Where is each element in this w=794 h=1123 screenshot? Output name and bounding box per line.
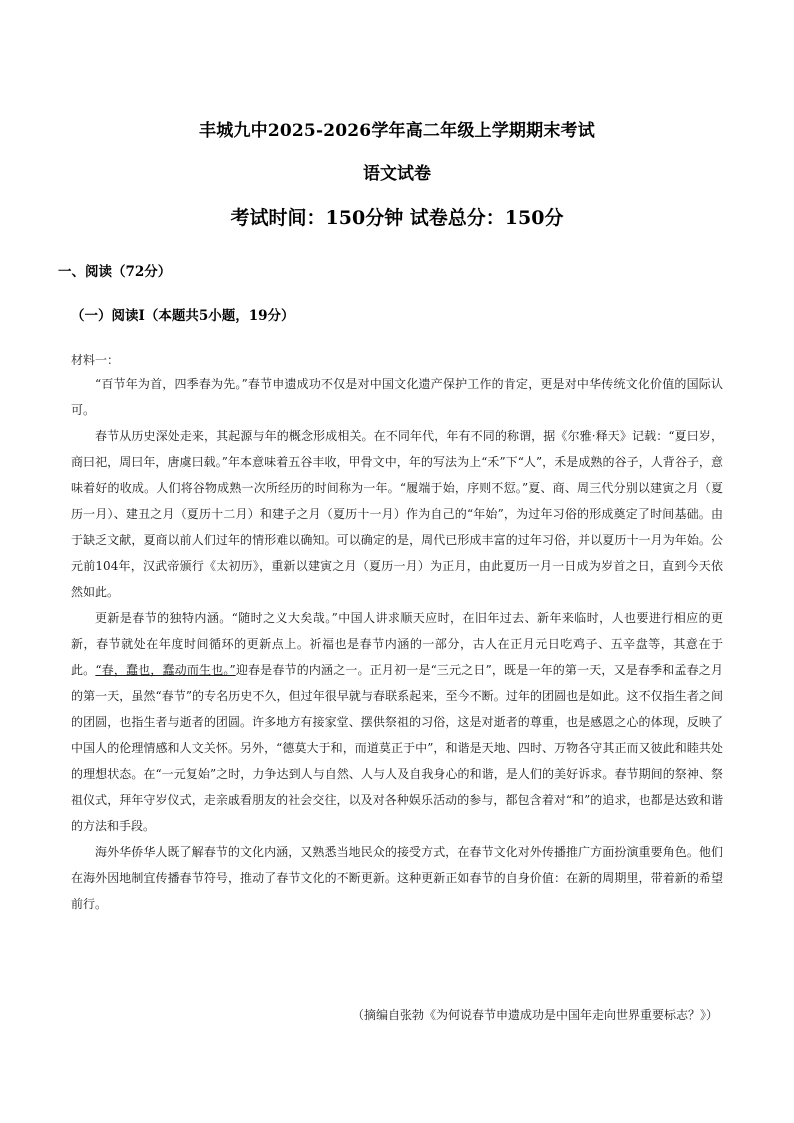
subsection-heading: （一）阅读I（本题共5小题，19分） — [71, 308, 295, 324]
exam-title: 丰城九中2025-2026学年高二年级上学期期末考试 — [199, 121, 595, 141]
paragraph-3 — [71, 605, 723, 839]
exam-info: 考试时间：150分钟 试卷总分：150分 — [230, 207, 564, 229]
material-text — [71, 371, 723, 917]
material-label: 材料一： — [71, 353, 120, 367]
paragraph-3-part-a: 更新是春节的独特内涵。“随时之义大矣哉。”中国人讲求顺天应时，在旧年过去、新年来临时，人也要进行相应的更新，春节就处在年度时间循环的更新点上。祈福也是春节内涵的一部分，古人在正月元日吃鸡子、五辛盘等，其意在于此。 — [71, 611, 723, 677]
paragraph-3-part-b: 迎春是春节的内涵之一。正月初一是“三元之日”，既是一年的第一天，又是春季和孟春之月的第一天，虽然“春节”的专名历史不久，但过年很早就与春联系起来，至今不断。过年的团圆也是如此。这不仅指生者之间的团圆，也指生者与逝者的团圆。许多地方有接家堂、摆供祭祖的习俗，这是对逝者的尊重，也是感恩之心的体现，反映了中国人的伦理情感和人文关怀。另外，“德莫大于和，而道莫正于中”，和谐是天地、四时、万物各守其正而又彼此和睦共处的理想状态。在“一元复始”之时，力争达到人与自然、人与人及自我身心的和谐，是人们的美好诉求。春节期间的祭神、祭祖仪式，拜年守岁仪式，走亲戚看朋友的社会交往，以及对各种娱乐活动的参与，都包含着对“和”的追求，也都是达致和谐的方法和手段。 — [71, 663, 723, 833]
section-heading: 一、阅读（72分） — [58, 264, 172, 280]
paragraph-1: “百节年为首，四季春为先。”春节申遗成功不仅是对中国文化遗产保护工作的肯定，更是对中华传统文化价值的国际认可。 — [71, 377, 723, 417]
paragraph-4: 海外华侨华人既了解春节的文化内涵，又熟悉当地民众的接受方式，在春节文化对外传播推广方面扮演重要角色。他们在海外因地制宜传播春节符号，推动了春节文化的不断更新。这种更新正如春节的自身价值：在新的周期里，带着新的希望前行。 — [71, 845, 723, 911]
underlined-quote: “春，蠢也，蠢动而生也。” — [95, 663, 236, 677]
paragraph-2: 春节从历史深处走来，其起源与年的概念形成相关。在不同年代，年有不同的称谓，据《尔雅·释天》记载：“夏曰岁，商曰祀，周曰年，唐虞曰载。”年本意味着五谷丰收，甲骨文中，年的写法为上“禾”下“人”，禾是成熟的谷子，人背谷子，意味着好的收成。人们将谷物成熟一次所经历的时间称为一年。“履端于始，序则不愆。”夏、商、周三代分别以建寅之月（夏历一月）、建丑之月（夏历十二月）和建子之月（夏历十一月）作为自己的“年始”，为过年习俗的形成奠定了时间基础。由于缺乏文献，夏商以前人们过年的情形难以确知。可以确定的是，周代已形成丰富的过年习俗，并以夏历十一月为年始。公元前104年，汉武帝颁行《太初历》，重新以建寅之月（夏历一月）为正月，由此夏历一月一日成为岁首之日，直到今天依然如此。 — [71, 429, 723, 599]
source-citation: （摘编自张勃《为何说春节申遗成功是中国年走向世界重要标志？》） — [351, 1008, 718, 1022]
exam-subject: 语文试卷 — [363, 164, 431, 184]
